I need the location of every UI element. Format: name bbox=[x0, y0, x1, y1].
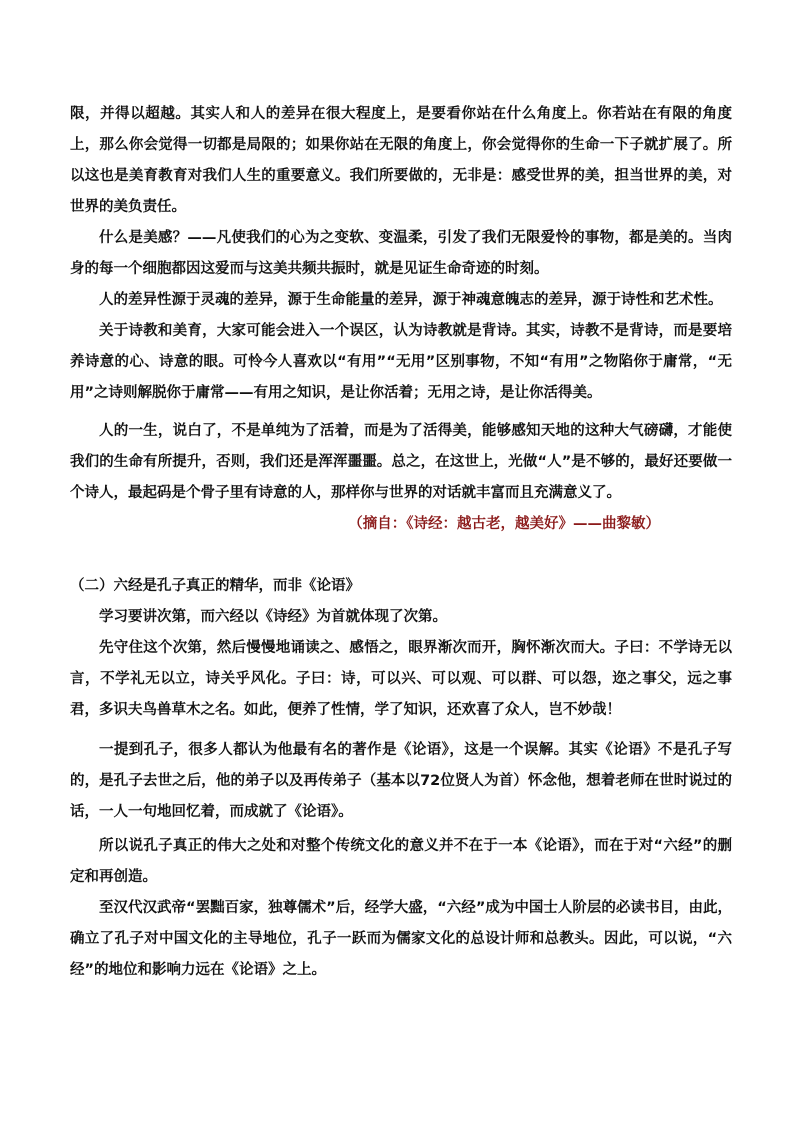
paragraph-poetry-education: 关于诗教和美育，大家可能会进入一个误区，认为诗教就是背诗。其实，诗教不是背诗，而是要培养诗意的心、诗意的眼。可怜今人喜欢以“有用”“无用”区别事物，不知“有用”之物陷你于庸常，“无用”之诗则解脱你于庸常——有用之知识，是让你活着；无用之诗，是让你活得美。 bbox=[70, 323, 732, 401]
paragraph-beauty-perspective: 限，并得以超越。其实人和人的差异在很大程度上，是要看你站在什么角度上。你若站在有限的角度上，那么你会觉得一切都是局限的；如果你站在无限的角度上，你会觉得你的生命一下子就扩展了。所以这也是美育教育对我们人生的重要意义。我们所要做的，无非是：感受世界的美，担当世界的美，对世界的美负责任。 bbox=[70, 106, 732, 215]
paragraph-life-poet: 人的一生，说白了，不是单纯为了活着，而是为了活得美，能够感知天地的这种大气磅礴，才能使我们的生命有所提升，否则，我们还是浑浑噩噩。总之，在这世上，光做“人”是不够的，最好还要做一个诗人，最起码是个骨子里有诗意的人，那样你与世界的对话就丰富而且充满意义了。 bbox=[70, 423, 732, 501]
section-heading: （二）六经是孔子真正的精华，而非《论语》 bbox=[70, 578, 360, 594]
source-citation: （摘自：《诗经：越古老，越美好》——曲黎敏） bbox=[348, 516, 660, 532]
paragraph-analects-misunderstanding: 一提到孔子，很多人都认为他最有名的著作是《论语》，这是一个误解。其实《论语》不是孔子写的，是孔子去世之后，他的弟子以及再传弟子（基本以72位贤人为首）怀念他，想着老师在世时说过的话，一人一句地回忆着，而成就了《论语》。 bbox=[70, 742, 732, 820]
paragraph-what-is-beauty: 什么是美感？——凡使我们的心为之变软、变温柔，引发了我们无限爱怜的事物，都是美的。当肉身的每一个细胞都因这爱而与这美共频共振时，就是见证生命奇迹的时刻。 bbox=[70, 230, 732, 277]
paragraph-human-difference: 人的差异性源于灵魂的差异，源于生命能量的差异，源于神魂意魄志的差异，源于诗性和艺术性。 bbox=[99, 292, 723, 308]
paragraph-learning-order: 学习要讲次第，而六经以《诗经》为首就体现了次第。 bbox=[99, 609, 447, 625]
paragraph-confucius-sayings: 先守住这个次第，然后慢慢地诵读之、感悟之，眼界渐次而开，胸怀渐次而大。子曰：不学诗无以言，不学礼无以立，诗关乎风化。子曰：诗，可以兴、可以观、可以群、可以怨，迩之事父，远之事君，多识夫鸟兽草木之名。如此，便养了性情，学了知识，还欢喜了众人，岂不妙哉！ bbox=[70, 640, 732, 718]
paragraph-han-dynasty: 至汉代汉武帝“罢黜百家，独尊儒术”后，经学大盛，“六经”成为中国士人阶层的必读书目，由此，确立了孔子对中国文化的主导地位，孔子一跃而为儒家文化的总设计师和总教头。因此，可以说，“六经”的地位和影响力远在《论语》之上。 bbox=[70, 900, 732, 978]
paragraph-six-classics-meaning: 所以说孔子真正的伟大之处和对整个传统文化的意义并不在于一本《论语》，而在于对“六经”的删定和再创造。 bbox=[70, 838, 732, 885]
